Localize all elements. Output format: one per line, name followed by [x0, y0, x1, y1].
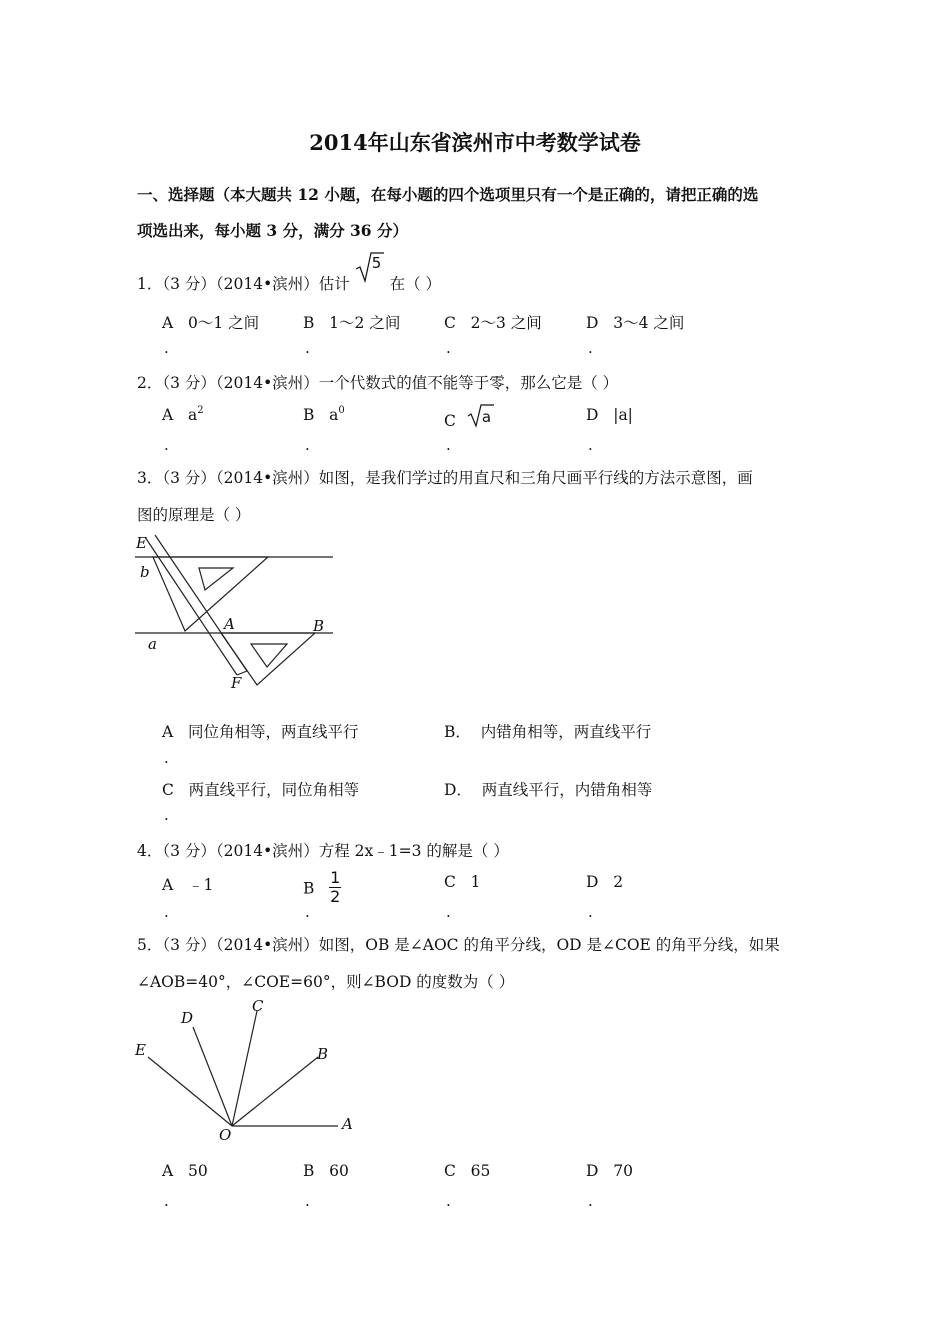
option-dot: .: [588, 436, 593, 454]
q5-option-d[interactable]: D 70: [586, 1162, 633, 1180]
q1-option-c[interactable]: C 2～3 之间: [444, 314, 542, 332]
q2-option-a[interactable]: A $a^2$: [162, 405, 204, 424]
option-dot: .: [164, 339, 169, 357]
fraction: $\frac{1}{2}$: [330, 868, 341, 906]
label-C: C: [252, 997, 264, 1015]
label-E: E: [136, 534, 147, 552]
label-A: A: [224, 615, 235, 633]
q1-option-b[interactable]: B 1～2 之间: [303, 314, 401, 332]
option-dot: .: [164, 436, 169, 454]
option-dot: .: [588, 339, 593, 357]
q2-option-d[interactable]: D |a|: [586, 406, 633, 424]
option-dot: .: [164, 1192, 169, 1210]
q2-sqrt: a: [467, 406, 495, 426]
label-F: F: [231, 674, 242, 692]
option-dot: .: [446, 1192, 451, 1210]
label-a: a: [148, 635, 157, 653]
page-title: 2014年山东省滨州市中考数学试卷: [309, 130, 641, 155]
question-3-stem-line2: 图的原理是（ ）: [137, 506, 251, 524]
label-A: A: [342, 1115, 353, 1133]
question-5-stem-line2: ∠AOB=40°，∠COE=60°，则∠BOD 的度数为（ ）: [137, 973, 515, 991]
label-D: D: [181, 1009, 194, 1027]
option-dot: .: [305, 1192, 310, 1210]
q3-option-d[interactable]: D． 两直线平行，内错角相等: [444, 781, 653, 799]
q1-option-a[interactable]: A 0～1 之间: [162, 314, 260, 332]
option-dot: .: [164, 903, 169, 921]
option-dot: .: [446, 339, 451, 357]
option-dot: .: [446, 903, 451, 921]
label-b: b: [140, 563, 150, 581]
question-1-stem: [137, 254, 442, 294]
question-2-stem: 2．（3 分）（2014•滨州）一个代数式的值不能等于零，那么它是（ ）: [137, 374, 619, 392]
q1-sqrt: [355, 254, 385, 289]
option-dot: .: [305, 436, 310, 454]
option-dot: .: [164, 749, 169, 767]
label-B: B: [313, 617, 325, 635]
question-4-stem: 4．（3 分）（2014•滨州）方程 2x﹣1=3 的解是（ ）: [137, 842, 509, 860]
question-3-stem-line1: 3．（3 分）（2014•滨州）如图，是我们学过的用直尺和三角尺画平行线的方法示意图，画: [137, 469, 753, 487]
option-dot: .: [588, 1192, 593, 1210]
option-dot: .: [446, 436, 451, 454]
q4-option-b[interactable]: B $\frac{1}{2}$: [303, 868, 341, 906]
label-B: B: [317, 1045, 329, 1063]
q3-option-a[interactable]: A 同位角相等，两直线平行: [162, 723, 359, 741]
q5-figure-angles: [133, 995, 363, 1145]
q5-option-b[interactable]: B 60: [303, 1162, 349, 1180]
q1-suffix: 在（ ）: [389, 275, 442, 293]
q1-option-d[interactable]: D 3～4 之间: [586, 314, 685, 332]
q2-option-c[interactable]: C a: [444, 406, 495, 430]
option-dot: .: [305, 339, 310, 357]
q3-option-b[interactable]: B． 内错角相等，两直线平行: [444, 723, 652, 741]
q5-option-a[interactable]: A 50: [162, 1162, 208, 1180]
label-O: O: [219, 1126, 232, 1144]
q2-option-b[interactable]: B $a^0$: [303, 405, 345, 424]
question-5-stem-line1: 5．（3 分）（2014•滨州）如图，OB 是∠AOC 的角平分线，OD 是∠COE 的角平分线，如果: [137, 936, 780, 954]
ray-OE: [148, 1057, 232, 1126]
option-dot: .: [164, 806, 169, 824]
option-dot: .: [305, 903, 310, 921]
q3-option-c[interactable]: C 两直线平行，同位角相等: [162, 781, 360, 799]
q4-option-a[interactable]: A ﹣1: [162, 876, 214, 894]
ray-OD: [193, 1027, 232, 1126]
section-heading-line2: 项选出来，每小题 3 分，满分 36 分）: [137, 221, 408, 240]
section-heading-line1: 一、选择题（本大题共 12 小题，在每小题的四个选项里只有一个是正确的，请把正确的选: [137, 185, 759, 204]
ruler-edge: [145, 537, 237, 675]
q1-radicand: 5: [371, 254, 382, 272]
q1-prefix: 1．（3 分）（2014•滨州）估计: [137, 275, 350, 293]
q4-option-c[interactable]: C 1: [444, 873, 481, 891]
q4-option-d[interactable]: D 2: [586, 873, 624, 891]
q5-option-c[interactable]: C 65: [444, 1162, 491, 1180]
label-E: E: [135, 1041, 146, 1059]
option-dot: .: [588, 903, 593, 921]
q3-figure-parallel-lines: [133, 533, 343, 693]
